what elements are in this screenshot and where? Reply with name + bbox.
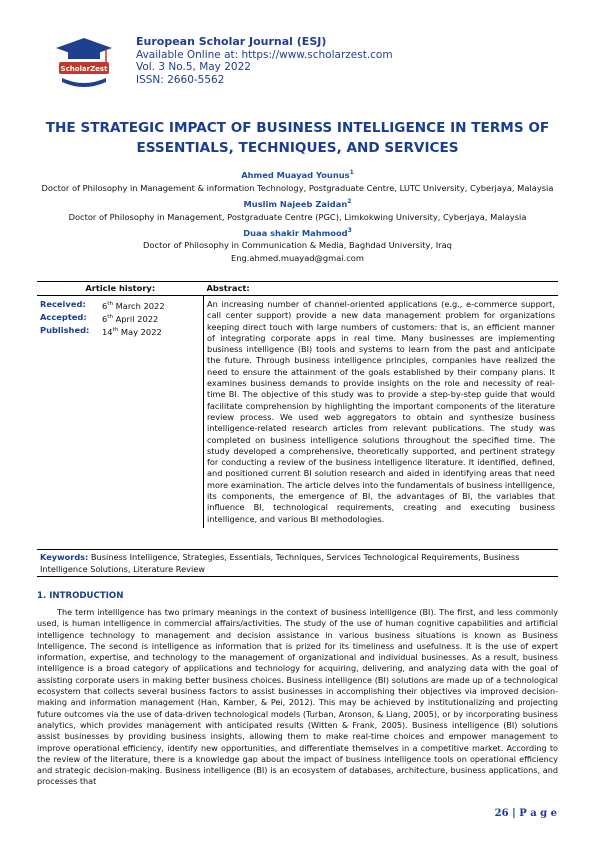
received-row: Received: 6th March 2022 xyxy=(40,299,165,311)
journal-title: European Scholar Journal (ESJ) xyxy=(136,35,327,48)
article-meta-table xyxy=(37,281,558,528)
journal-logo xyxy=(54,36,114,92)
journal-info xyxy=(136,36,393,86)
author-1: Ahmed Muayad Younus$^1$ xyxy=(241,169,354,180)
affiliation-2: Doctor of Philosophy in Management, Postgraduate Centre (PGC), Limkokwing University, Cyberjaya, Malaysia xyxy=(68,211,527,222)
affiliation-3: Doctor of Philosophy in Communication & Media, Baghdad University, Iraq xyxy=(143,240,452,251)
author-email: Eng.ahmed.muayad@gmai.com xyxy=(231,253,364,264)
article-history-heading: Article history: xyxy=(37,282,204,296)
section-heading: 1. INTRODUCTION xyxy=(37,591,124,601)
authors-block xyxy=(18,166,577,265)
page-number: 26 | P a g e xyxy=(494,808,557,819)
introduction-text: The term intelligence has two primary meanings in the context of business intelligence (BI). The first, and less commonly used, is human intelligence in commercial affairs/activities. The study of the use of human cognitive capabilities and artificial intelligence technology to management and decision assistance in various business situations is known as Business Intelligence. The second is intelligence as information that is prized for its timeliness and usefulness. It is the use of expert information, expertise, and technology to the management of organizational and individual businesses. As a result, business intelligence is a broad category of applications and technology for acquiring, delivering, and analyzing data with the goal of assisting corporate users in making better business choices. Business intelligence (BI) solutions are made up of a technological ecosystem that collects several business factors to assist businesses in accomplishing their objectives via improved decision-making and information management (Han, Kamber, & Pei, 2012). This may be achieved by institutionalizing and projecting future outcomes via the use of data-driven technological models (Turban, Aronson, & Liang, 2005), or by incorporating business analytics, which provides management with anticipated results (Witten & Frank, 2005). Business intelligence (BI) solutions assist businesses by providing business insights, allowing them to make real-time choices and empower management to improve operational efficiency, identify new opportunities, and differentiate themselves in a competitive market. According to the review of the literature, there is a knowledge gap about the impact of business intelligence tools on operational efficiency and strategic decision-making. Business intelligence (BI) is an ecosystem of databases, architecture, business applications, and processes that xyxy=(37,607,558,787)
author-2: Muslim Najeeb Zaidan$^2$ xyxy=(243,197,352,209)
abstract-heading: Abstract: xyxy=(204,282,559,296)
journal-issn: ISSN: 2660-5562 xyxy=(136,73,225,86)
article-history xyxy=(37,296,204,528)
logo-text: ScholarZest xyxy=(60,65,108,73)
keywords-text: Business Intelligence, Strategies, Essentials, Techniques, Services Technological Requirements, Business Intelligence Solutions, Literature Review xyxy=(40,552,520,574)
abstract-text: An increasing number of channel-oriented applications (e.g., e-commerce support, call center support) provide a new data management problem for organizations keeping direct touch with large numbers of customers: that is, an efficient manner of integrating corporate apps in real time. Many businesses are implementing business intelligence (BI) tools and systems to learn from the past and anticipate the future. Through business intelligence principles, companies have realized the need to ensure the attainment of the goals established by their company plans. It examines business demands to provide insights on the role and necessity of real-time BI. The objective of this study was to provide a step-by-step guide that would facilitate comprehension by highlighting the important components of the literature review process. We used web aggregators to obtain and synthesize business intelligence-related research articles from relevant publications. The study was completed on business intelligence solutions throughout the specified time. The study developed a comprehensive, theoretically supported, and pertinent strategy for conducting a review of the business intelligence literature. It identified, defined, and positioned current BI solution research and aided in identifying areas that need more examination. The article delves into the fundamentals of business intelligence, its components, the emergence of BI, the advantages of BI, the variables that influence BI, technological requirements, creating and executing business intelligence, and various BI methodologies. xyxy=(207,299,555,524)
published-row: Published: 14th May 2022 xyxy=(40,324,162,337)
affiliation-1: Doctor of Philosophy in Management & information Technology, Postgraduate Centre, LUTC University, Cyberjaya, Malaysia xyxy=(41,182,554,193)
paper-title: THE STRATEGIC IMPACT OF BUSINESS INTELLIGENCE IN TERMS OF ESSENTIALS, TECHNIQUES, AND SERVICES xyxy=(45,120,550,156)
keywords-label: Keywords: xyxy=(40,552,89,562)
journal-online: Available Online at: https://www.scholarzest.com xyxy=(136,48,393,61)
author-3: Duaa shakir Mahmood$^3$ xyxy=(243,226,352,238)
accepted-row: Accepted: 6th April 2022 xyxy=(40,311,159,324)
keywords xyxy=(37,549,558,577)
journal-volume: Vol. 3 No.5, May 2022 xyxy=(136,61,251,73)
